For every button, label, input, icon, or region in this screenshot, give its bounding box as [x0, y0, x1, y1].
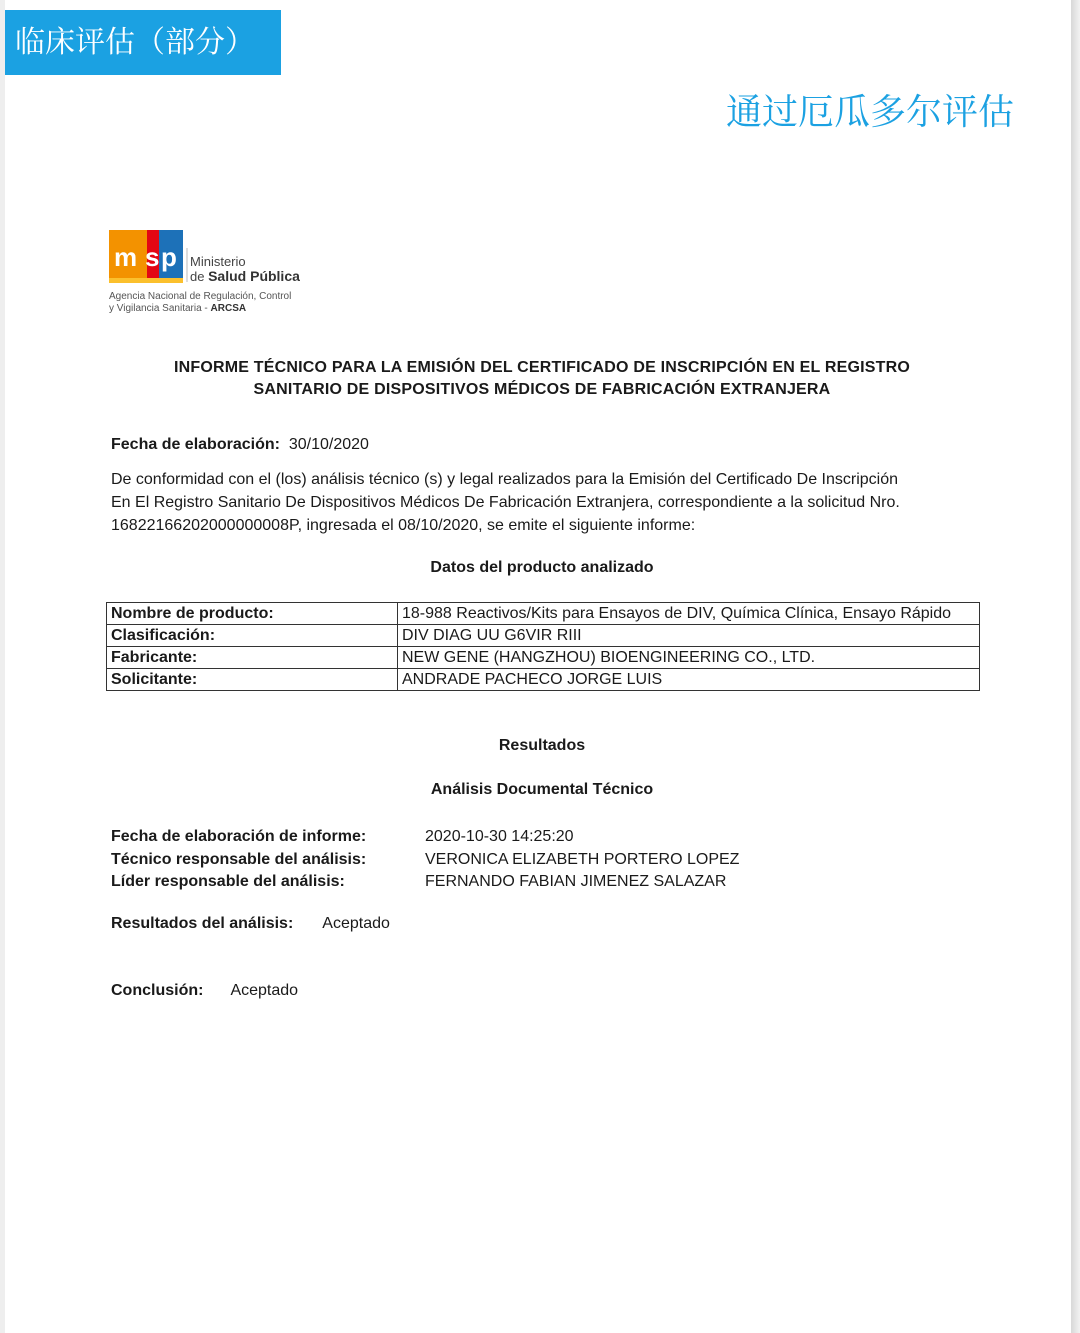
- logo-agency-text: Agencia Nacional de Regulación, Control y Vigilancia Sanitaria - ARCSA: [109, 291, 292, 314]
- report-field-row: Líder responsable del análisis: FERNANDO FABIAN JIMENEZ SALAZAR: [111, 873, 727, 890]
- report-field-row: Técnico responsable del análisis: VERONICA ELIZABETH PORTERO LOPEZ: [111, 850, 740, 868]
- table-row: Nombre de producto: 18-988 Reactivos/Kits para Ensayos de DIV, Química Clínica, Ensayo Rápido: [107, 603, 980, 625]
- analysis-results: Resultados del análisis: Aceptado: [111, 915, 390, 932]
- logo-yellow-strip: [109, 278, 183, 283]
- elaboration-date: Fecha de elaboración: 30/10/2020: [111, 436, 369, 453]
- logo-s-letter: s: [145, 242, 160, 272]
- analysis-heading: Análisis Documental Técnico: [430, 781, 654, 798]
- logo-ministry-text: Ministerio de Salud Pública: [190, 254, 300, 284]
- logo-p-letter: p: [161, 242, 177, 272]
- page-edge-shadow: [1071, 0, 1080, 1333]
- table-row: Solicitante: ANDRADE PACHECO JORGE LUIS: [107, 669, 980, 691]
- document-title: INFORME TÉCNICO PARA LA EMISIÓN DEL CERTIFICADO DE INSCRIPCIÓN EN EL REGISTRO SANITARIO DE DISPOSITIVOS MÉDICOS DE FABRICACIÓN EXTRANJERA: [173, 359, 911, 398]
- report-fields: [111, 826, 739, 894]
- results-heading: Resultados: [498, 737, 586, 754]
- conclusion: Conclusión: Aceptado: [111, 982, 299, 999]
- table-row: Clasificación: DIV DIAG UU G6VIR RIII: [107, 625, 980, 647]
- overlay-banner: 临床评估（部分）: [5, 10, 281, 75]
- table-row: Fabricante: NEW GENE (HANGZHOU) BIOENGINEERING CO., LTD.: [107, 647, 980, 669]
- product-table: [106, 602, 980, 691]
- product-heading: Datos del producto analizado: [430, 559, 654, 576]
- intro-paragraph: De conformidad con el (los) análisis técnico (s) y legal realizados para la Emisión del Certificado De Inscripción En El Registro Sanitario De Dispositivos Médicos De Fabricación Extranjera, correspondiente a la solicitud Nro. 16822166202000000008P, ingresada el 08/10/2020, se emite el siguiente informe:: [111, 471, 900, 534]
- overlay-subtitle: 通过厄瓜多尔评估: [725, 92, 1014, 133]
- logo-m-letter: m: [114, 242, 138, 272]
- report-field-row: Fecha de elaboración de informe: 2020-10-30 14:25:20: [111, 828, 574, 845]
